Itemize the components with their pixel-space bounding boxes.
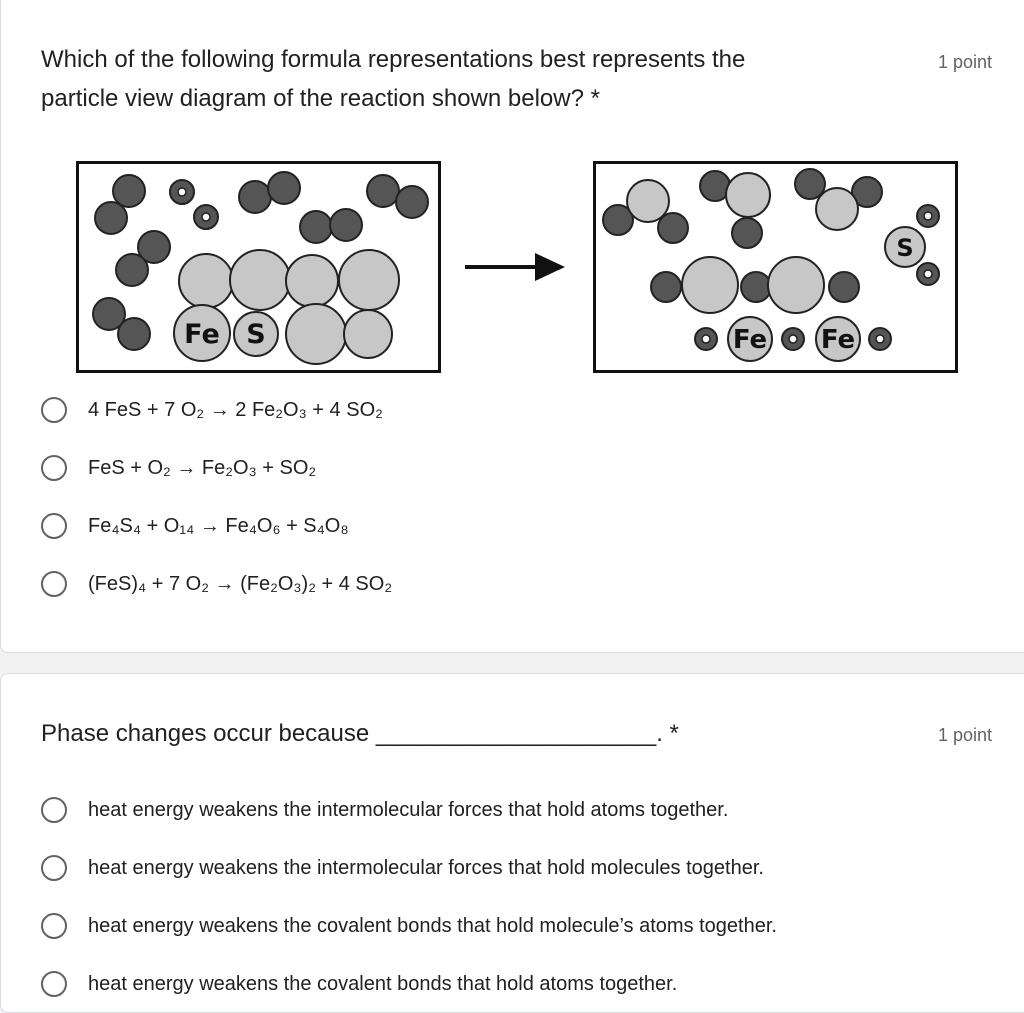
product-label-s: S	[896, 234, 914, 262]
q2-option-4-label: heat energy weakens the covalent bonds that hold atoms together.	[88, 972, 678, 995]
iron-atom	[179, 254, 233, 308]
option-2[interactable]	[41, 452, 316, 484]
oxygen-atom	[367, 175, 399, 207]
oxygen-atom	[239, 181, 271, 213]
oxygen-atom	[396, 186, 428, 218]
radio-button[interactable]	[41, 455, 67, 481]
radio-button[interactable]	[41, 571, 67, 597]
option-4-label: (FeS)₄ + 7 O₂ → (Fe₂O₃)₂ + 4 SO₂	[88, 572, 393, 595]
question-1-title	[41, 40, 745, 118]
question-2-title: Phase changes occur because _____________________. *	[41, 720, 679, 747]
radio-button[interactable]	[41, 913, 67, 939]
product-label-fe-1: Fe	[732, 325, 768, 355]
option-3[interactable]	[41, 510, 349, 542]
question-1-title-line2: particle view diagram of the reaction shown below? *	[41, 85, 600, 112]
question-card-2	[0, 673, 1024, 1013]
question-1-title-line1: Which of the following formula representations best represents the	[41, 46, 746, 73]
option-4[interactable]	[41, 568, 392, 600]
question-1-points: 1 point	[937, 52, 992, 72]
q2-option-1[interactable]	[41, 794, 728, 826]
sulfur-atom	[344, 310, 392, 358]
reaction-arrow-icon	[465, 252, 567, 282]
oxygen-atom	[330, 209, 362, 241]
reactants-particles	[79, 164, 438, 370]
oxygen-atom	[113, 175, 145, 207]
oxygen-atom	[116, 254, 148, 286]
reactants-diagram	[76, 161, 441, 373]
question-2-points: 1 point	[937, 725, 992, 745]
iron-atom	[339, 250, 399, 310]
products-particles	[596, 164, 955, 370]
q2-option-2[interactable]	[41, 852, 764, 884]
option-1-label: 4 FeS + 7 O₂ → 2 Fe₂O₃ + 4 SO₂	[88, 398, 383, 421]
oxygen-atom	[268, 172, 300, 204]
radio-button[interactable]	[41, 855, 67, 881]
radio-button[interactable]	[41, 797, 67, 823]
option-3-label: Fe₄S₄ + O₁₄ → Fe₄O₆ + S₄O₈	[88, 514, 349, 537]
radio-button[interactable]	[41, 513, 67, 539]
reactant-label-fe: Fe	[184, 319, 220, 350]
products-diagram	[593, 161, 958, 373]
q2-option-3[interactable]	[41, 910, 777, 942]
q2-option-1-label: heat energy weakens the intermolecular forces that hold atoms together.	[88, 798, 729, 821]
radio-button[interactable]	[41, 397, 67, 423]
option-1[interactable]	[41, 394, 383, 426]
iron-atom	[230, 250, 290, 310]
oxygen-atom	[300, 211, 332, 243]
q2-option-3-label: heat energy weakens the covalent bonds that hold molecule’s atoms together.	[88, 914, 777, 937]
iron-atom	[286, 255, 338, 307]
product-label-fe-2: Fe	[820, 325, 856, 355]
option-2-label: FeS + O₂ → Fe₂O₃ + SO₂	[88, 456, 317, 479]
oxygen-atom	[118, 318, 150, 350]
iron-atom	[286, 304, 346, 364]
q2-option-2-label: heat energy weakens the intermolecular forces that hold molecules together.	[88, 856, 764, 879]
q2-option-4[interactable]	[41, 968, 677, 1000]
oxygen-atom	[95, 202, 127, 234]
radio-button[interactable]	[41, 971, 67, 997]
reactant-label-s: S	[246, 319, 266, 350]
